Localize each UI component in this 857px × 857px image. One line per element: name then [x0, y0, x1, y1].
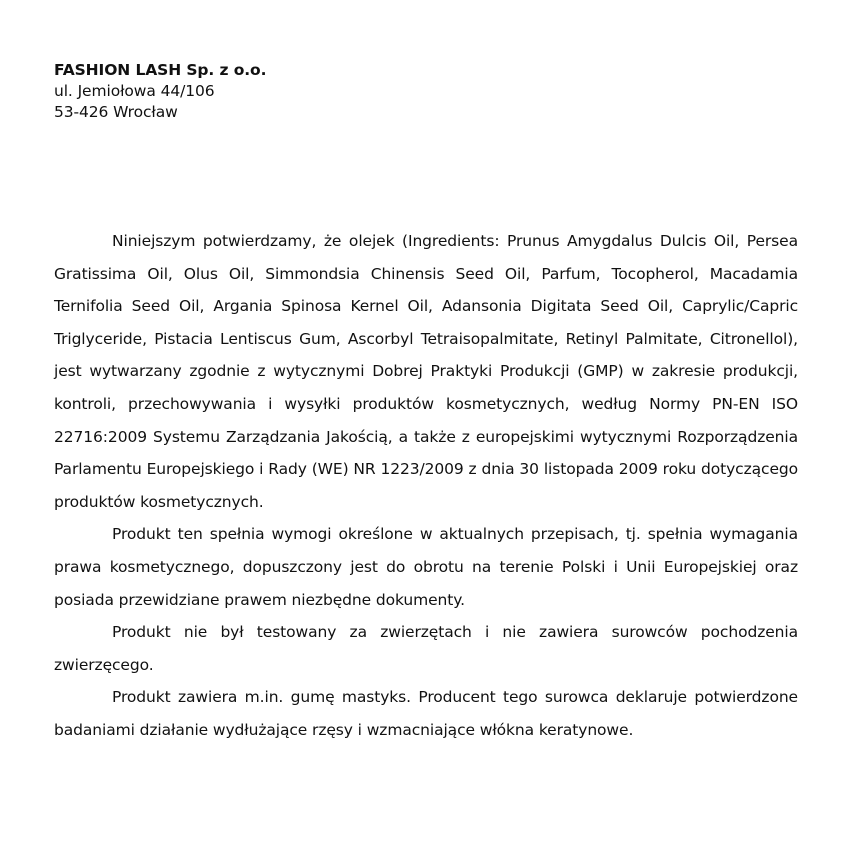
company-street: ul. Jemiołowa 44/106 [54, 82, 215, 100]
company-address-block [54, 60, 266, 123]
paragraph-ingredients: Niniejszym potwierdzamy, że olejek (Ingredients: Prunus Amygdalus Dulcis Oil, Persea Gratissima Oil, Olus Oil, Simmondsia Chinensis Seed Oil, Parfum, Tocopherol, Macadamia Ternifolia Seed Oil, Argania Spinosa Kernel Oil, Adansonia Digitata Seed Oil, Caprylic/Capric Triglyceride, Pistacia Lentiscus Gum, Ascorbyl Tetraisopalmitate, Retinyl Palmitate, Citronellol), jest wytwarzany zgodnie z wytycznymi Dobrej Praktyki Produkcji (GMP) w zakresie produkcji, kontroli, przechowywania i wysyłki produktów kosmetycznych, według Normy PN-EN ISO 22716:2009 Systemu Zarządzania Jakością, a także z europejskimi wytycznymi Rozporządzenia Parlamentu Europejskiego i Rady (WE) NR 1223/2009 z dnia 30 listopada 2009 roku dotyczącego produktów kosmetycznych. [54, 232, 798, 511]
company-name: FASHION LASH Sp. z o.o. [54, 61, 267, 79]
paragraph-animal-testing: Produkt nie był testowany za zwierzętach i nie zawiera surowców pochodzenia zwierzęcego. [54, 623, 798, 674]
company-city: 53-426 Wrocław [54, 103, 178, 121]
paragraph-compliance: Produkt ten spełnia wymogi określone w aktualnych przepisach, tj. spełnia wymagania prawa kosmetycznego, dopuszczony jest do obrotu na terenie Polski i Unii Europejskiej oraz posiada przewidziane prawem niezbędne dokumenty. [54, 525, 798, 609]
paragraph-mastic-gum: Produkt zawiera m.in. gumę mastyks. Producent tego surowca deklaruje potwierdzone badaniami działanie wydłużające rzęsy i wzmacniające włókna keratynowe. [54, 688, 798, 739]
declaration-body [54, 225, 798, 747]
